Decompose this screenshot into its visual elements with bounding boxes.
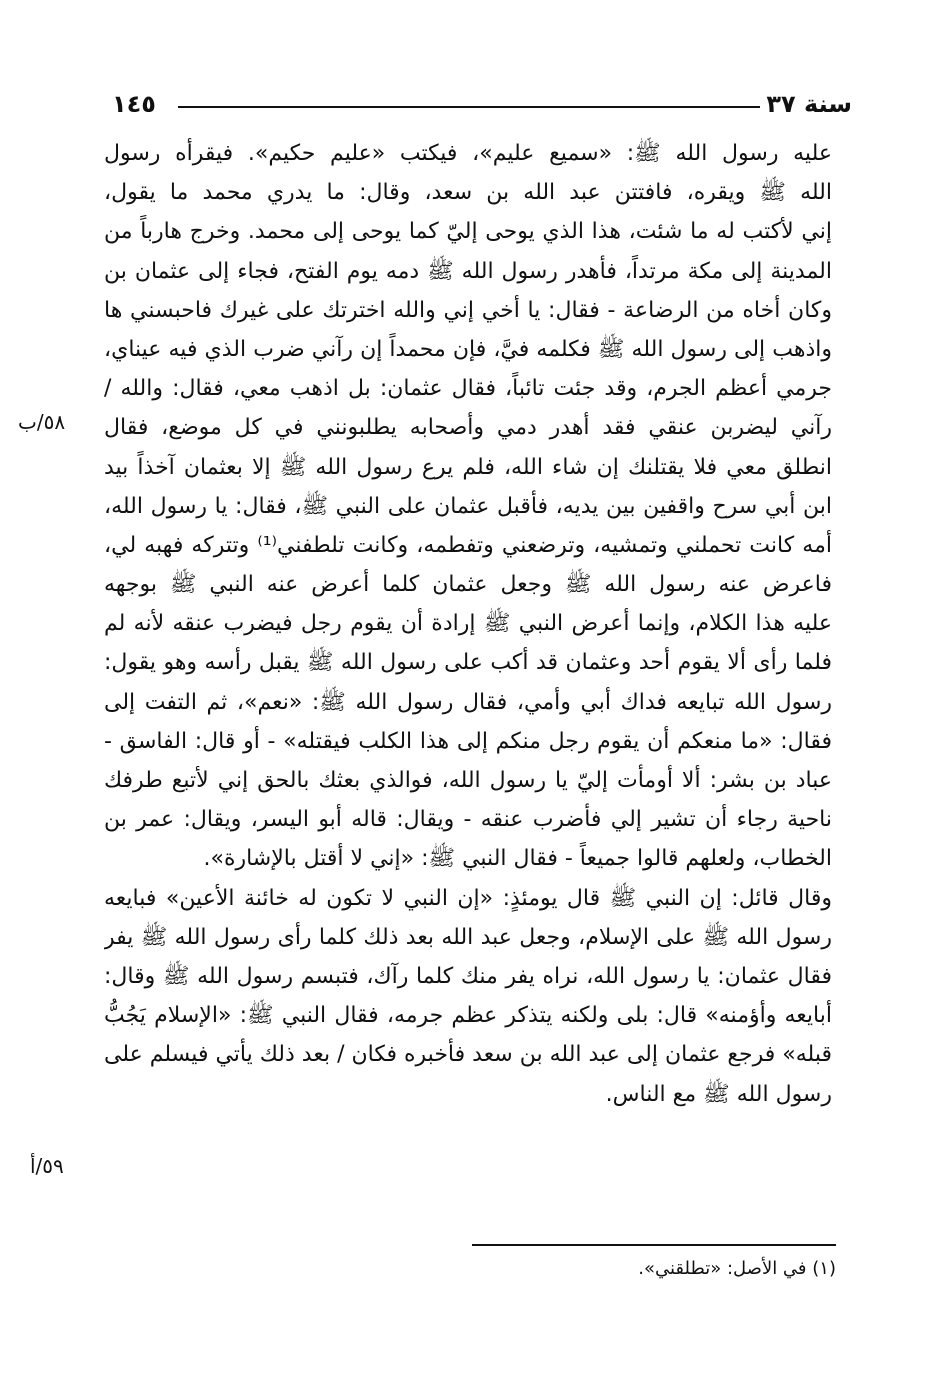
text-line: أبايعه وأؤمنه» قال: بلى ولكنه يتذكر عظم جرمه، فقال النبي ﷺ: «الإسلام يَجُبُّ <box>104 1003 832 1029</box>
margin-note-58b: ٥٨/ب <box>18 410 66 434</box>
text-line: ناحية رجاء أن تشير إلي فأضرب عنقه - ويقال: قاله أبو اليسر، ويقال: عمر بن <box>104 807 832 833</box>
text-line: رآني ليضربن عنقي فقد أهدر دمي وأصحابه يطلبونني في كل موضع، فقال <box>104 415 832 441</box>
year-label: سنة ٣٧ <box>766 90 852 118</box>
text-line: وكان أخاه من الرضاعة - فقال: يا أخي إني والله اخترتك على غيرك فاحبسني ها <box>104 297 832 323</box>
text-line: فقال: «ما منعكم أن يقوم رجل منكم إلى هذا الكلب فيقتله» - أو قال: الفاسق - <box>104 728 832 754</box>
text-line: عليه رسول الله ﷺ: «سميع عليم»، فيكتب «عليم حكيم». فيقرأه رسول <box>104 141 832 166</box>
text-line: انطلق معي فلا يقتلنك إن شاء الله، فلم يرع رسول الله ﷺ إلا بعثمان آخذاً بيد <box>104 454 832 480</box>
text-line: وقال قائل: إن النبي ﷺ قال يومئذٍ: «إن النبي لا تكون له خائنة الأعين» فبايعه <box>104 885 832 911</box>
text-line: أمه كانت تحملني وتمشيه، وترضعني وتفطمه، وكانت تلطفني⁽¹⁾ وتتركه فهبه لي، <box>104 532 832 558</box>
text-line: الله ﷺ ويقره، فافتتن عبد الله بن سعد، وقال: ما يدري محمد ما يقول، <box>104 180 832 206</box>
text-line: الخطاب، ولعلهم قالوا جميعاً - فقال النبي ﷺ: «إني لا أقتل بالإشارة». <box>203 846 832 872</box>
footnote: (١) في الأصل: «تطلقني». <box>638 1258 836 1279</box>
text-line: رسول الله ﷺ مع الناس. <box>605 1081 832 1107</box>
text-line: المدينة إلى مكة مرتداً، فأهدر رسول الله ﷺ دمه يوم الفتح، فجاء إلى عثمان بن <box>104 258 832 284</box>
text-line: جرمي أعظم الجرم، وقد جئت تائباً، فقال عثمان: بل اذهب معي، فقال: والله / <box>104 376 832 402</box>
text-line: رسول الله تبايعه فداك أبي وأمي، فقال رسول الله ﷺ: «نعم»، ثم التفت إلى <box>104 689 832 715</box>
header-rule <box>178 106 760 108</box>
text-line: عليه هذا الكلام، وإنما أعرض النبي ﷺ إرادة أن يقوم رجل فيضرب عنقه لأنه لم <box>104 611 832 637</box>
margin-note-59a: ٥٩/أ <box>30 1154 64 1178</box>
page-header <box>112 86 852 122</box>
text-line: قبله» فرجع عثمان إلى عبد الله بن سعد فأخبره فكان / بعد ذلك يأتي فيسلم على <box>104 1042 832 1068</box>
text-line: واذهب إلى رسول الله ﷺ فكلمه فيَّ، فإن محمداً إن رآني ضرب الذي فيه عيناي، <box>104 336 832 362</box>
text-line: رسول الله ﷺ على الإسلام، وجعل عبد الله بعد ذلك كلما رأى رسول الله ﷺ يفر <box>104 924 832 950</box>
footnote-rule <box>472 1244 836 1246</box>
page-number: ١٤٥ <box>112 90 156 118</box>
text-line: إني لأكتب له ما شئت، هذا الذي يوحى إليّ كما يوحى إلى محمد. وخرج هارباً من <box>104 219 832 245</box>
text-line: ابن أبي سرح واقفين بين يديه، فأقبل عثمان على النبي ﷺ، فقال: يا رسول الله، <box>104 493 832 519</box>
main-text <box>104 134 832 1114</box>
text-line: فلما رأى ألا يقوم أحد وعثمان قد أكب على رسول الله ﷺ يقبل رأسه وهو يقول: <box>104 650 832 676</box>
text-line: فقال عثمان: يا رسول الله، نراه يفر منك كلما رآك، فتبسم رسول الله ﷺ وقال: <box>104 963 832 989</box>
text-line: عباد بن بشر: ألا أومأت إليّ يا رسول الله، فوالذي بعثك بالحق إني لأتبع طرفك <box>104 768 832 793</box>
text-line: فاعرض عنه رسول الله ﷺ وجعل عثمان كلما أعرض عنه النبي ﷺ بوجهه <box>104 572 832 598</box>
